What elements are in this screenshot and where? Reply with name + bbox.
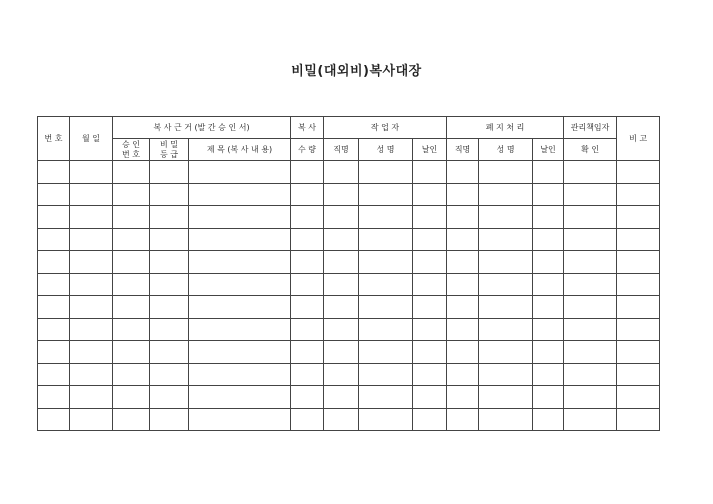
table-cell[interactable] xyxy=(617,251,660,274)
table-cell[interactable] xyxy=(324,273,359,296)
table-cell[interactable] xyxy=(38,318,70,341)
header-copy-basis: 복 사 근 거 (발 간 승 인 서) xyxy=(113,117,291,139)
table-cell[interactable] xyxy=(359,386,413,409)
table-cell[interactable] xyxy=(359,273,413,296)
ledger-body xyxy=(38,161,660,431)
table-cell[interactable] xyxy=(359,296,413,319)
page-title: 비밀(대외비)복사대장 xyxy=(291,64,422,79)
table-cell[interactable] xyxy=(113,206,150,229)
table-cell[interactable] xyxy=(564,296,617,319)
table-cell[interactable] xyxy=(291,386,324,409)
table-cell[interactable] xyxy=(479,161,533,184)
header-disposal-group: 폐 지 처 리 xyxy=(447,117,564,139)
table-cell[interactable] xyxy=(70,206,113,229)
table-cell[interactable] xyxy=(113,318,150,341)
table-cell[interactable] xyxy=(479,341,533,364)
table-cell[interactable] xyxy=(564,318,617,341)
table-cell[interactable] xyxy=(564,341,617,364)
table-cell[interactable] xyxy=(447,251,479,274)
table-cell[interactable] xyxy=(291,318,324,341)
table-cell[interactable] xyxy=(564,386,617,409)
table-cell[interactable] xyxy=(324,363,359,386)
table-cell[interactable] xyxy=(447,183,479,206)
table-cell[interactable] xyxy=(70,183,113,206)
table-cell[interactable] xyxy=(447,161,479,184)
table-cell[interactable] xyxy=(150,296,189,319)
table-cell[interactable] xyxy=(533,408,564,431)
table-cell[interactable] xyxy=(479,273,533,296)
table-cell[interactable] xyxy=(113,341,150,364)
table-cell[interactable] xyxy=(113,296,150,319)
table-cell[interactable] xyxy=(617,408,660,431)
table-cell[interactable] xyxy=(291,363,324,386)
table-cell[interactable] xyxy=(70,341,113,364)
table-cell[interactable] xyxy=(113,228,150,251)
table-cell[interactable] xyxy=(447,386,479,409)
table-cell[interactable] xyxy=(359,251,413,274)
table-cell[interactable] xyxy=(291,206,324,229)
table-row xyxy=(38,251,660,274)
table-cell[interactable] xyxy=(413,251,447,274)
table-cell[interactable] xyxy=(359,161,413,184)
table-cell[interactable] xyxy=(324,386,359,409)
table-cell[interactable] xyxy=(150,341,189,364)
table-cell[interactable] xyxy=(70,273,113,296)
table-cell[interactable] xyxy=(479,296,533,319)
copy-ledger-table xyxy=(37,116,660,431)
table-cell[interactable] xyxy=(70,161,113,184)
table-cell[interactable] xyxy=(150,318,189,341)
table-cell[interactable] xyxy=(564,183,617,206)
table-cell[interactable] xyxy=(113,386,150,409)
table-cell[interactable] xyxy=(564,408,617,431)
table-cell[interactable] xyxy=(324,296,359,319)
table-cell[interactable] xyxy=(479,386,533,409)
table-cell[interactable] xyxy=(189,408,291,431)
table-cell[interactable] xyxy=(413,408,447,431)
table-cell[interactable] xyxy=(150,183,189,206)
table-cell[interactable] xyxy=(479,251,533,274)
header-remarks: 비 고 xyxy=(617,117,660,161)
header-disposal-name: 성 명 xyxy=(479,139,533,161)
table-cell[interactable] xyxy=(324,341,359,364)
table-cell[interactable] xyxy=(38,183,70,206)
table-cell[interactable] xyxy=(70,228,113,251)
table-cell[interactable] xyxy=(413,363,447,386)
header-number: 번 호 xyxy=(38,117,70,161)
table-cell[interactable] xyxy=(324,251,359,274)
table-cell[interactable] xyxy=(189,228,291,251)
table-cell[interactable] xyxy=(291,273,324,296)
header-secret-grade xyxy=(150,139,189,161)
table-row xyxy=(38,318,660,341)
table-row xyxy=(38,206,660,229)
table-cell[interactable] xyxy=(413,183,447,206)
table-cell[interactable] xyxy=(447,341,479,364)
table-cell[interactable] xyxy=(447,273,479,296)
table-cell[interactable] xyxy=(291,341,324,364)
table-cell[interactable] xyxy=(189,161,291,184)
header-copies-bottom: 수 량 xyxy=(291,139,324,161)
table-cell[interactable] xyxy=(38,341,70,364)
table-row xyxy=(38,386,660,409)
table-cell[interactable] xyxy=(150,273,189,296)
table-cell[interactable] xyxy=(70,251,113,274)
table-cell[interactable] xyxy=(150,206,189,229)
table-cell[interactable] xyxy=(533,183,564,206)
header-date: 월 일 xyxy=(70,117,113,161)
table-cell[interactable] xyxy=(70,386,113,409)
table-cell[interactable] xyxy=(359,363,413,386)
table-cell[interactable] xyxy=(189,296,291,319)
table-cell[interactable] xyxy=(359,206,413,229)
table-cell[interactable] xyxy=(359,341,413,364)
table-cell[interactable] xyxy=(38,296,70,319)
table-cell[interactable] xyxy=(447,228,479,251)
table-cell[interactable] xyxy=(413,341,447,364)
table-cell[interactable] xyxy=(291,161,324,184)
table-cell[interactable] xyxy=(38,251,70,274)
table-cell[interactable] xyxy=(70,296,113,319)
table-row xyxy=(38,228,660,251)
table-cell[interactable] xyxy=(479,408,533,431)
table-cell[interactable] xyxy=(324,206,359,229)
table-cell[interactable] xyxy=(324,318,359,341)
table-cell[interactable] xyxy=(617,273,660,296)
table-cell[interactable] xyxy=(113,161,150,184)
table-cell[interactable] xyxy=(564,206,617,229)
table-cell[interactable] xyxy=(533,206,564,229)
table-row xyxy=(38,363,660,386)
table-cell[interactable] xyxy=(38,228,70,251)
header-manager-top: 관리책임자 xyxy=(564,117,617,139)
table-cell[interactable] xyxy=(447,206,479,229)
table-cell[interactable] xyxy=(189,386,291,409)
header-disposal-seal: 날인 xyxy=(533,139,564,161)
header-approval-line2: 번 호 xyxy=(122,149,140,159)
table-cell[interactable] xyxy=(617,363,660,386)
table-cell[interactable] xyxy=(533,228,564,251)
table-cell[interactable] xyxy=(479,363,533,386)
table-cell[interactable] xyxy=(113,408,150,431)
table-cell[interactable] xyxy=(359,318,413,341)
table-cell[interactable] xyxy=(413,273,447,296)
table-cell[interactable] xyxy=(479,183,533,206)
table-row xyxy=(38,273,660,296)
table-cell[interactable] xyxy=(150,408,189,431)
table-cell[interactable] xyxy=(70,363,113,386)
table-row xyxy=(38,183,660,206)
header-row-2 xyxy=(38,139,660,161)
header-disposal-rank: 직명 xyxy=(447,139,479,161)
table-cell[interactable] xyxy=(413,206,447,229)
table-cell[interactable] xyxy=(533,386,564,409)
table-cell[interactable] xyxy=(533,318,564,341)
table-cell[interactable] xyxy=(38,408,70,431)
table-cell[interactable] xyxy=(533,161,564,184)
table-cell[interactable] xyxy=(38,161,70,184)
table-cell[interactable] xyxy=(324,408,359,431)
header-worker-rank: 직명 xyxy=(324,139,359,161)
table-cell[interactable] xyxy=(617,161,660,184)
table-cell[interactable] xyxy=(564,161,617,184)
table-cell[interactable] xyxy=(150,251,189,274)
table-cell[interactable] xyxy=(617,341,660,364)
header-approval-line1: 승 인 xyxy=(122,139,140,149)
header-row-1 xyxy=(38,117,660,139)
table-cell[interactable] xyxy=(479,206,533,229)
table-cell[interactable] xyxy=(533,273,564,296)
header-grade-line1: 비 밀 xyxy=(160,139,178,149)
header-manager-bottom: 확 인 xyxy=(564,139,617,161)
header-worker-group: 작 업 자 xyxy=(324,117,447,139)
table-cell[interactable] xyxy=(617,228,660,251)
table-cell[interactable] xyxy=(113,273,150,296)
table-cell[interactable] xyxy=(291,408,324,431)
table-cell[interactable] xyxy=(617,206,660,229)
header-grade-line2: 등 급 xyxy=(160,149,178,159)
table-cell[interactable] xyxy=(617,318,660,341)
table-cell[interactable] xyxy=(150,363,189,386)
table-cell[interactable] xyxy=(189,183,291,206)
table-row xyxy=(38,296,660,319)
header-worker-name: 성 명 xyxy=(359,139,413,161)
table-cell[interactable] xyxy=(447,296,479,319)
table-cell[interactable] xyxy=(413,228,447,251)
table-row xyxy=(38,161,660,184)
table-cell[interactable] xyxy=(479,228,533,251)
table-cell[interactable] xyxy=(189,363,291,386)
table-cell[interactable] xyxy=(359,183,413,206)
header-approval-number xyxy=(113,139,150,161)
table-cell[interactable] xyxy=(291,296,324,319)
table-row xyxy=(38,341,660,364)
table-cell[interactable] xyxy=(38,363,70,386)
table-cell[interactable] xyxy=(564,251,617,274)
table-cell[interactable] xyxy=(447,363,479,386)
table-cell[interactable] xyxy=(38,386,70,409)
table-cell[interactable] xyxy=(564,363,617,386)
table-cell[interactable] xyxy=(413,161,447,184)
header-worker-seal: 날인 xyxy=(413,139,447,161)
table-cell[interactable] xyxy=(38,273,70,296)
table-cell[interactable] xyxy=(70,318,113,341)
table-cell[interactable] xyxy=(533,341,564,364)
table-cell[interactable] xyxy=(533,296,564,319)
table-cell[interactable] xyxy=(291,183,324,206)
header-subject: 제 목 (복 사 내 용) xyxy=(189,139,291,161)
table-row xyxy=(38,408,660,431)
table-cell[interactable] xyxy=(189,318,291,341)
table-cell[interactable] xyxy=(533,363,564,386)
header-copies-top: 복 사 xyxy=(291,117,324,139)
table-cell[interactable] xyxy=(150,386,189,409)
table-cell[interactable] xyxy=(150,161,189,184)
table-cell[interactable] xyxy=(291,251,324,274)
table-cell[interactable] xyxy=(324,183,359,206)
table-cell[interactable] xyxy=(479,318,533,341)
table-cell[interactable] xyxy=(359,408,413,431)
table-cell[interactable] xyxy=(113,251,150,274)
table-cell[interactable] xyxy=(413,296,447,319)
table-cell[interactable] xyxy=(189,206,291,229)
table-cell[interactable] xyxy=(324,161,359,184)
table-cell[interactable] xyxy=(413,386,447,409)
table-cell[interactable] xyxy=(564,273,617,296)
table-cell[interactable] xyxy=(38,206,70,229)
table-cell[interactable] xyxy=(413,318,447,341)
table-cell[interactable] xyxy=(189,341,291,364)
table-cell[interactable] xyxy=(447,318,479,341)
table-cell[interactable] xyxy=(291,228,324,251)
table-cell[interactable] xyxy=(533,251,564,274)
table-cell[interactable] xyxy=(189,251,291,274)
table-cell[interactable] xyxy=(113,363,150,386)
table-cell[interactable] xyxy=(447,408,479,431)
table-cell[interactable] xyxy=(113,183,150,206)
table-cell[interactable] xyxy=(70,408,113,431)
table-cell[interactable] xyxy=(617,386,660,409)
table-cell[interactable] xyxy=(564,228,617,251)
table-cell[interactable] xyxy=(324,228,359,251)
table-cell[interactable] xyxy=(189,273,291,296)
table-cell[interactable] xyxy=(359,228,413,251)
table-cell[interactable] xyxy=(617,183,660,206)
table-cell[interactable] xyxy=(150,228,189,251)
table-cell[interactable] xyxy=(617,296,660,319)
